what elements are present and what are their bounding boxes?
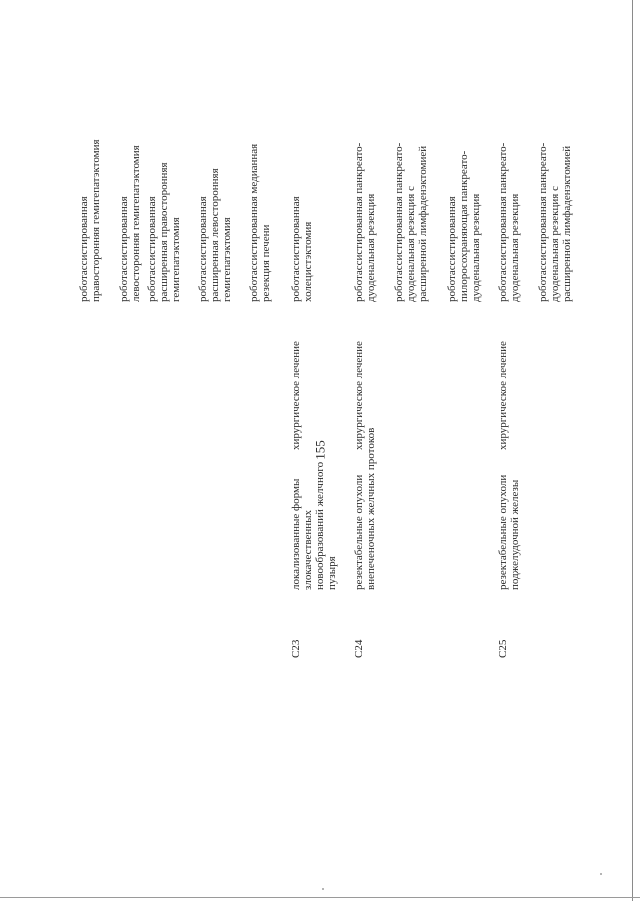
scan-speck xyxy=(600,873,602,875)
page-bottom-line xyxy=(0,897,640,898)
method-text: роботассистированная панкреато- дуоденальная резекция с расширенной лимфаденэктомией xyxy=(393,142,429,302)
method-text: роботассистированная левосторонняя гемигепатэктомия xyxy=(118,145,142,302)
icd-code: C25 xyxy=(497,639,509,658)
method-text: роботассистированная расширенная правосторонняя гемигепатэктомия xyxy=(146,162,182,302)
method-text: роботассистированная расширенная левосторонняя гемигепатэктомия xyxy=(197,168,233,302)
treatment-type: хирургическое лечение xyxy=(290,341,302,450)
icd-code: C24 xyxy=(353,639,365,658)
method-text: роботассистированная медианная резекция печени xyxy=(248,143,272,302)
method-text: роботассистированная пилоросохраняющая панкреато- дуоденальная резекция xyxy=(446,150,482,302)
scan-speck xyxy=(322,888,324,890)
diagnosis-text: резектабельные опухоли поджелудочной железы xyxy=(497,474,521,590)
page-number: 155 xyxy=(312,440,328,460)
page-edge-line xyxy=(632,0,633,901)
treatment-type: хирургическое лечение xyxy=(353,341,365,450)
treatment-type: хирургическое лечение xyxy=(497,341,509,450)
method-text: роботассистированная панкреато- дуоденальная резекция xyxy=(353,142,377,302)
method-text: роботассистированная холецистэктомия xyxy=(290,196,314,302)
method-text: роботассистированная панкреато- дуоденальная резекция xyxy=(497,142,521,302)
diagnosis-text: локализованные формы злокачественных новообразований желчного пузыря xyxy=(290,461,338,590)
method-text: роботассистированная панкреато- дуоденальная резекция с расширенной лимфаденэктомией xyxy=(537,142,573,302)
icd-code: C23 xyxy=(290,639,302,658)
diagnosis-text: резектабельные опухоли внепеченочных желчных протоков xyxy=(353,427,377,590)
method-text: роботассистированная правосторонняя гемигепатэктомия xyxy=(78,139,102,302)
